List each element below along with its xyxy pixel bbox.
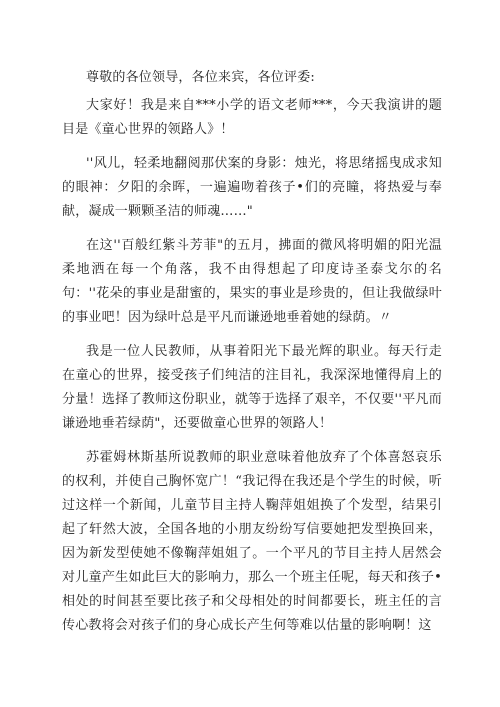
paragraph-poem: ''风儿，轻柔地翻阅那伏案的身影：烛光，将思绪摇曳成求知的眼神：夕阳的余晖，一遍遍吻着孩子•们的亮瞳，将热爱与奉献，凝成一颗颗圣洁的师魂……" xyxy=(62,156,442,219)
paragraph-sukhomlinsky: 苏霍姆林斯基所说教师的职业意味着他放弃了个体喜怒哀乐的权利，并使自己胸怀宽广！“我记得在我还是个学生的时候，听过这样一个新闻，儿童节目主持人鞠萍姐姐换了个发型，结果引起了轩然大波，全国各地的小朋友纷纷写信要她把发型换回来，因为新发型使她不像鞠萍姐姐了。一个平凡的节目主持人居然会对儿童产生如此巨大的影响力，那么一个班主任呢，每天和孩子•相处的时间甚至要比孩子和父母相处的时间都要长，班主任的言传心教将会对孩子们的身心成长产生何等难以估量的影响啊！这 xyxy=(62,450,442,633)
paragraph-teacher: 我是一位人民教师，从事着阳光下最光辉的职业。每天行走在童心的世界，接受孩子们纯洁的注目礼，我深深地懂得肩上的分量！选择了教师这份职业，就等于选择了艰辛，不仅要''平凡而谦逊地垂若绿荫"，还要做童心世界的领路人！ xyxy=(62,344,442,431)
document-page xyxy=(62,66,442,638)
paragraph-may: 在这''百般红紫斗芳菲"的五月，拂面的微风将明媚的阳光温柔地洒在每一个角落，我不由得想起了印度诗圣泰戈尔的名句：''花朵的事业是甜蜜的，果实的事业是珍贵的，但让我做绿叶的事业吧！因为绿叶总是平凡而谦逊地垂着她的绿荫。〃 xyxy=(62,238,442,325)
paragraph-greeting: 大家好！我是来自***小学的语文老师***，今天我演讲的题目是《童心世界的领路人》！ xyxy=(62,98,442,137)
salutation: 尊敬的各位领导，各位来宾，各位评委: xyxy=(86,70,315,85)
